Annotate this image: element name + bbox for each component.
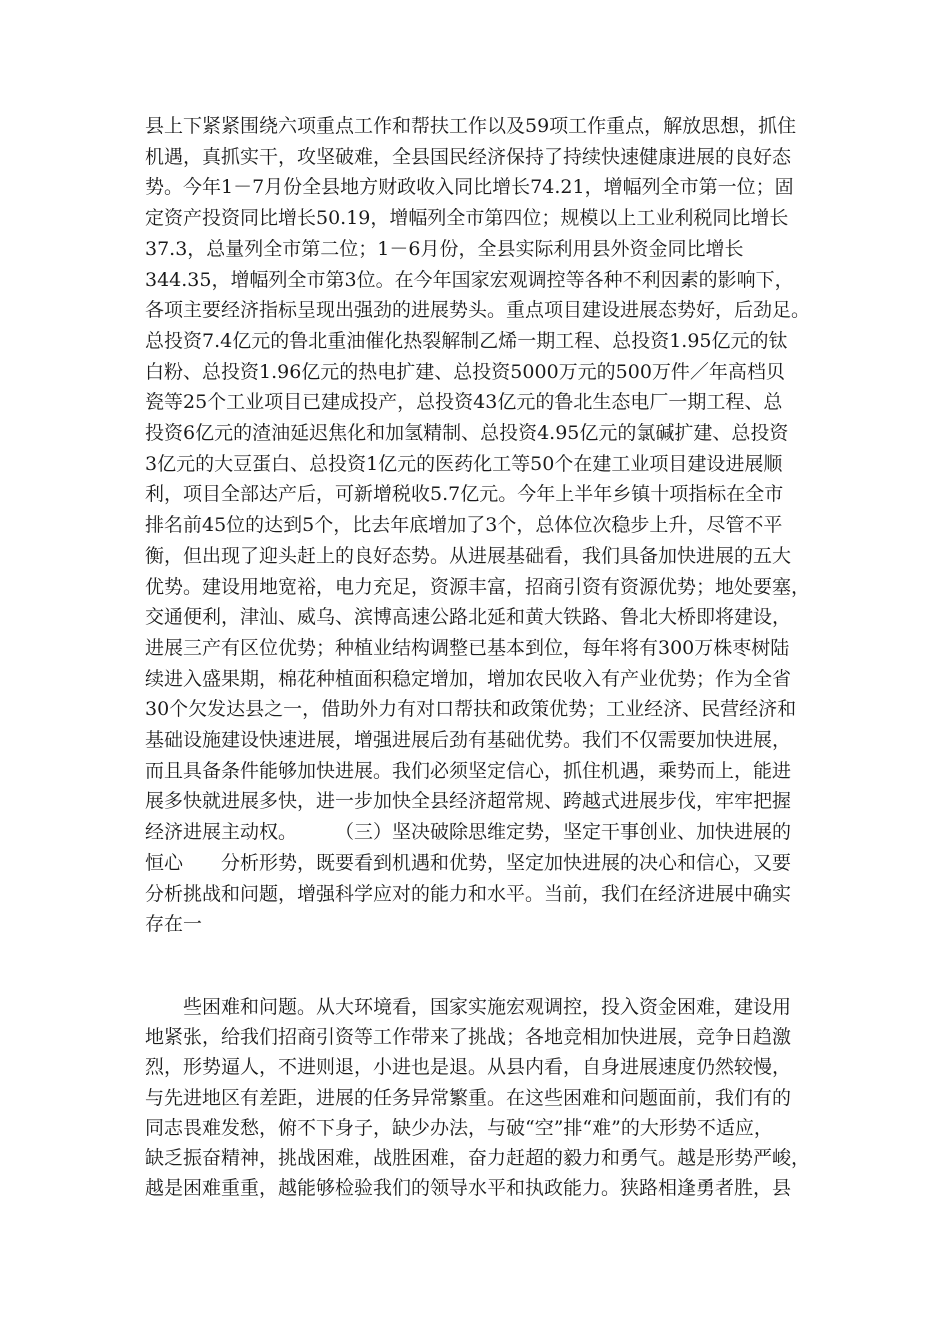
text-line: 而且具备条件能够加快进展。我们必须坚定信心，抓住机遇，乘势而上，能进 <box>145 759 792 782</box>
text-line: 优势。建设用地宽裕，电力充足，资源丰富，招商引资有资源优势；地处要塞， <box>145 575 811 598</box>
text-line: 3亿元的大豆蛋白、总投资1亿元的医药化工等50个在建工业项目建设进展顺 <box>145 452 783 475</box>
text-line: 县上下紧紧围绕六项重点工作和帮扶工作以及59项工作重点，解放思想，抓住 <box>145 115 797 137</box>
text-line: 越是困难重重，越能够检验我们的领导水平和执政能力。狭路相逢勇者胜，县 <box>145 1177 792 1200</box>
text-line: 344.35，增幅列全市第3位。在今年国家宏观调控等各种不利因素的影响下， <box>145 268 794 291</box>
text-line: 缺乏振奋精神，挑战困难，战胜困难，奋力赶超的毅力和勇气。越是形势严峻， <box>145 1147 811 1169</box>
text-line: 机遇，真抓实干，攻坚破难，全县国民经济保持了持续快速健康进展的良好态 <box>145 145 792 168</box>
text-line: 恒心 分析形势，既要看到机遇和优势，坚定加快进展的决心和信心，又要 <box>145 851 792 874</box>
text-line: 30个欠发达县之一，借助外力有对口帮扶和政策优势；工业经济、民营经济和 <box>145 698 797 721</box>
text-line: 分析挑战和问题，增强科学应对的能力和水平。当前，我们在经济进展中确实 <box>145 882 792 905</box>
text-line: 势。今年1－7月份全县地方财政收入同比增长74.21，增幅列全市第一位；固 <box>145 176 794 199</box>
text-line: 瓷等25个工业项目已建成投产，总投资43亿元的鲁北生态电厂一期工程、总 <box>145 391 783 414</box>
text-line: 经济进展主动权。 （三）坚决破除思维定势，坚定干事创业、加快进展的 <box>145 821 792 844</box>
text-line: 进展三产有区位优势；种植业结构调整已基本到位，每年将有300万株枣树陆 <box>145 636 790 659</box>
text-line: 各项主要经济指标呈现出强劲的进展势头。重点项目建设进展态势好，后劲足。 <box>145 299 811 322</box>
text-line: 白粉、总投资1.96亿元的热电扩建、总投资5000万元的500万件／年高档贝 <box>145 360 785 383</box>
text-line: 衡，但出现了迎头赶上的良好态势。从进展基础看，我们具备加快进展的五大 <box>145 544 792 567</box>
text-line: 投资6亿元的渣油延迟焦化和加氢精制、总投资4.95亿元的氯碱扩建、总投资 <box>145 422 789 444</box>
text-line: 烈，形势逼人，不进则退，小进也是退。从县内看，自身进展速度仍然较慢， <box>145 1056 792 1079</box>
text-line: 交通便利，津汕、威乌、滨博高速公路北延和黄大铁路、鲁北大桥即将建设， <box>145 606 792 629</box>
text-line: 些困难和问题。从大环境看，国家实施宏观调控，投入资金困难，建设用 <box>145 996 792 1018</box>
text-line: 定资产投资同比增长50.19，增幅列全市第四位；规模以上工业利税同比增长 <box>145 207 789 230</box>
text-line: 续进入盛果期，棉花种植面积稳定增加，增加农民收入有产业优势；作为全省 <box>145 667 792 690</box>
text-line: 同志畏难发愁，俯不下身子，缺少办法，与破“空”排“难”的大形势不适应， <box>145 1116 773 1139</box>
text-line: 基础设施建设快速进展，增强进展后劲有基础优势。我们不仅需要加快进展， <box>145 729 792 751</box>
text-line: 与先进地区有差距，进展的任务异常繁重。在这些困难和问题面前，我们有的 <box>145 1086 792 1109</box>
text-line: 利，项目全部达产后，可新增税收5.7亿元。今年上半年乡镇十项指标在全市 <box>145 483 784 506</box>
text-line: 展多快就进展多快，进一步加快全县经济超常规、跨越式进展步伐，牢牢把握 <box>145 790 792 813</box>
text-line: 地紧张，给我们招商引资等工作带来了挑战；各地竞相加快进展，竞争日趋激 <box>145 1026 792 1049</box>
text-line: 37.3，总量列全市第二位；1－6月份，全县实际利用县外资金同比增长 <box>145 237 744 260</box>
text-line: 排名前45位的达到5个，比去年底增加了3个，总体位次稳步上升，尽管不平 <box>145 514 783 537</box>
text-line: 总投资7.4亿元的鲁北重油催化热裂解制乙烯一期工程、总投资1.95亿元的钛 <box>145 329 788 352</box>
text-line: 存在一 <box>145 913 203 936</box>
